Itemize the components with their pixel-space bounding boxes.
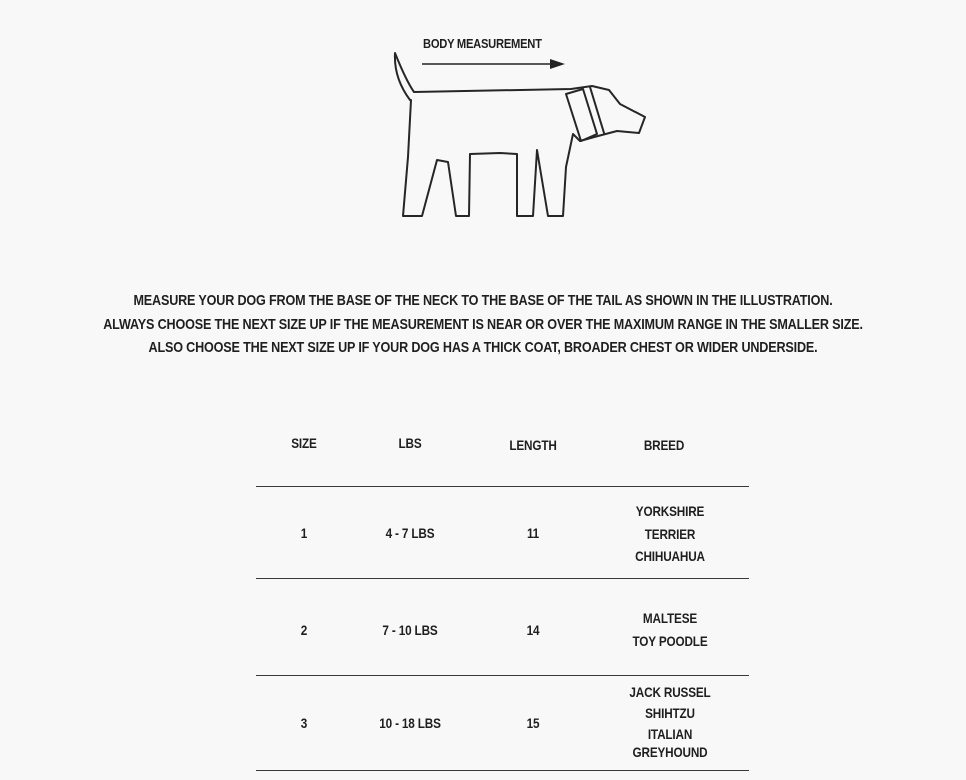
breed-name: GREYHOUND <box>632 744 708 760</box>
row-2-size: 2 <box>300 622 308 638</box>
row-1-length: 11 <box>526 525 540 541</box>
breed-name: MALTESE <box>642 610 698 626</box>
breed-name: CHIHUAHUA <box>635 548 705 564</box>
row-1-size: 1 <box>300 525 308 541</box>
instruction-line: ALSO CHOOSE THE NEXT SIZE UP IF YOUR DOG HAS A THICK COAT, BROADER CHEST OR WIDER UNDERSIDE. <box>148 339 818 356</box>
table-divider <box>256 578 749 579</box>
header-lbs: LBS <box>398 435 422 451</box>
row-2-length: 14 <box>526 622 540 638</box>
row-3-size: 3 <box>300 715 308 731</box>
header-breed: BREED <box>643 437 685 453</box>
breed-name: TOY POODLE <box>632 632 708 649</box>
dog-outline-icon <box>395 53 645 216</box>
table-divider <box>256 770 749 771</box>
measurement-arrow <box>422 59 565 69</box>
breed-name: TERRIER <box>644 525 696 542</box>
row-1-breed <box>621 500 718 568</box>
breed-name: JACK RUSSEL <box>629 684 711 700</box>
row-2-lbs: 7 - 10 LBS <box>382 622 438 638</box>
table-divider <box>256 675 749 676</box>
instruction-line: ALWAYS CHOOSE THE NEXT SIZE UP IF THE MEASUREMENT IS NEAR OR OVER THE MAXIMUM RANGE IN THE SMALLER SIZE. <box>103 315 863 333</box>
breed-name: YORKSHIRE <box>635 503 705 519</box>
breed-name: SHIHTZU <box>645 705 695 721</box>
row-1-lbs: 4 - 7 LBS <box>385 525 435 541</box>
breed-name: ITALIAN <box>647 726 693 742</box>
row-2-breed <box>621 607 718 652</box>
row-3-breed <box>621 682 718 763</box>
row-3-length: 15 <box>526 715 540 731</box>
instruction-line: MEASURE YOUR DOG FROM THE BASE OF THE NECK TO THE BASE OF THE TAIL AS SHOWN IN THE ILLUSTRATION. <box>133 292 833 309</box>
row-3-lbs: 10 - 18 LBS <box>379 715 441 731</box>
header-size: SIZE <box>291 435 317 451</box>
body-measurement-label: BODY MEASUREMENT <box>423 36 542 51</box>
table-divider <box>256 486 749 487</box>
measurement-instructions <box>0 289 966 360</box>
size-chart-table <box>256 410 749 780</box>
header-length: LENGTH <box>509 437 557 453</box>
